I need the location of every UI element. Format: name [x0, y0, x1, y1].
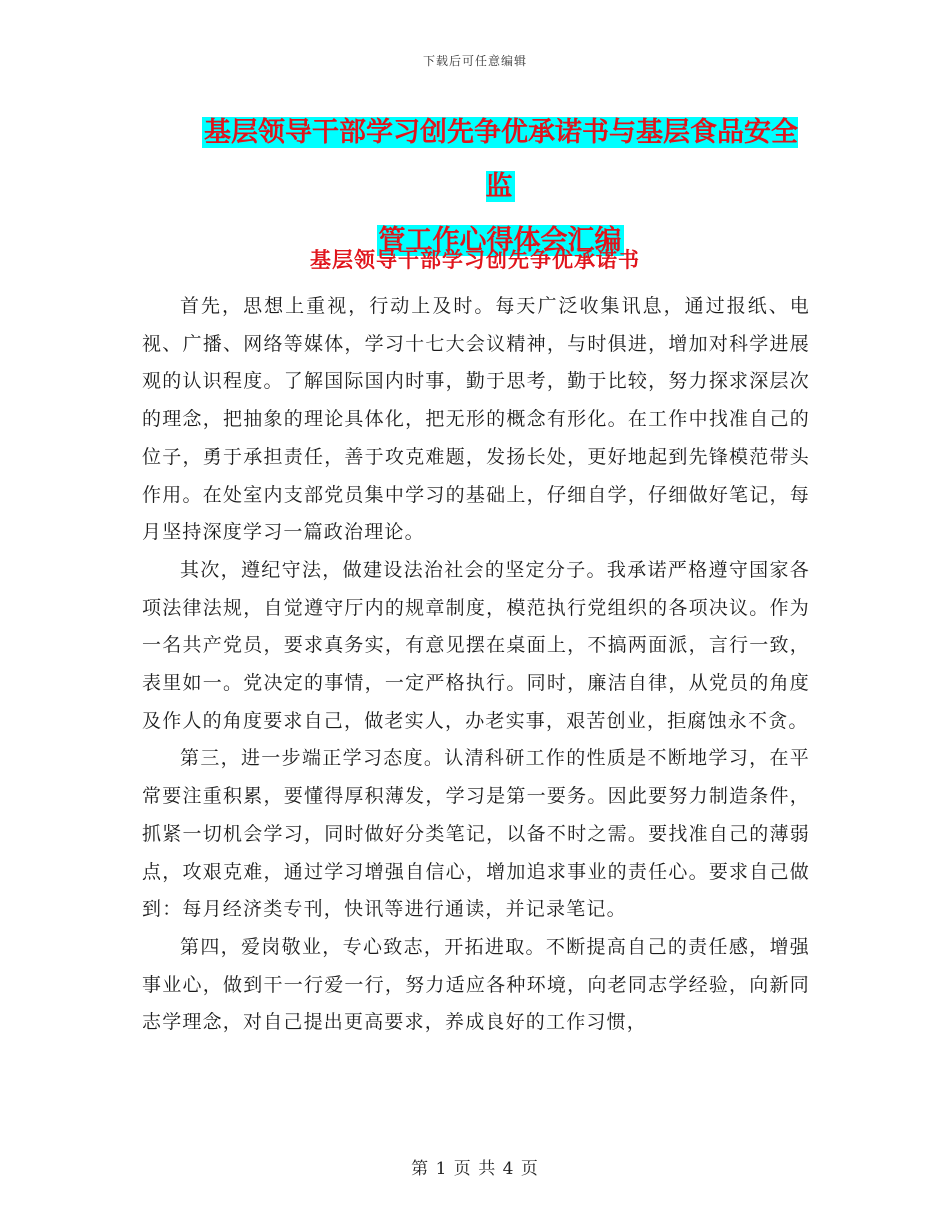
document-title-line-1: 基层领导干部学习创先争优承诺书与基层食品安全监: [204, 117, 798, 202]
document-title-line-2: 管工作心得体会汇编: [378, 225, 622, 256]
page-number: 第 1 页 共 4 页: [411, 1159, 539, 1179]
paragraph-2: 其次，遵纪守法，做建设法治社会的坚定分子。我承诺严格遵守国家各项法律法规，自觉遵守厅内的规章制度，模范执行党组织的各项决议。作为一名共产党员，要求真务实，有意见摆在桌面上，不搞两面派，言行一致，表里如一。党决定的事情，一定严格执行。同时，廉洁自律，从党员的角度及作人的角度要求自己，做老实人，办老实事，艰苦创业，拒腐蚀永不贪。: [142, 558, 810, 732]
document-body: [142, 288, 810, 1042]
paragraph-3: 第三，进一步端正学习态度。认清科研工作的性质是不断地学习，在平常要注重积累，要懂得厚积薄发，学习是第一要务。因此要努力制造条件，抓紧一切机会学习，同时做好分类笔记，以备不时之需。要找准自己的薄弱点，攻艰克难，通过学习增强自信心，增加追求事业的责任心。要求自己做到：每月经济类专刊，快讯等进行通读，并记录笔记。: [142, 747, 810, 921]
page-header-note: 下载后可任意编辑: [422, 54, 527, 68]
paragraph-1: 首先，思想上重视，行动上及时。每天广泛收集讯息，通过报纸、电视、广播、网络等媒体，学习十七大会议精神，与时俱进，增加对科学进展观的认识程度。了解国际国内时事，勤于思考，勤于比较，努力探求深层次的理念，把抽象的理论具体化，把无形的概念有形化。在工作中找准自己的位子，勇于承担责任，善于攻克难题，发扬长处，更好地起到先锋模范带头作用。在处室内支部党员集中学习的基础上，仔细自学，仔细做好笔记，每月坚持深度学习一篇政治理论。: [142, 295, 810, 544]
paragraph-4: 第四，爱岗敬业，专心致志，开拓进取。不断提高自己的责任感，增强事业心，做到干一行爱一行，努力适应各种环境，向老同志学经验，向新同志学理念，对自己提出更高要求，养成良好的工作习惯，: [142, 935, 810, 1034]
section-title: 基层领导干部学习创先争优承诺书: [310, 247, 640, 272]
